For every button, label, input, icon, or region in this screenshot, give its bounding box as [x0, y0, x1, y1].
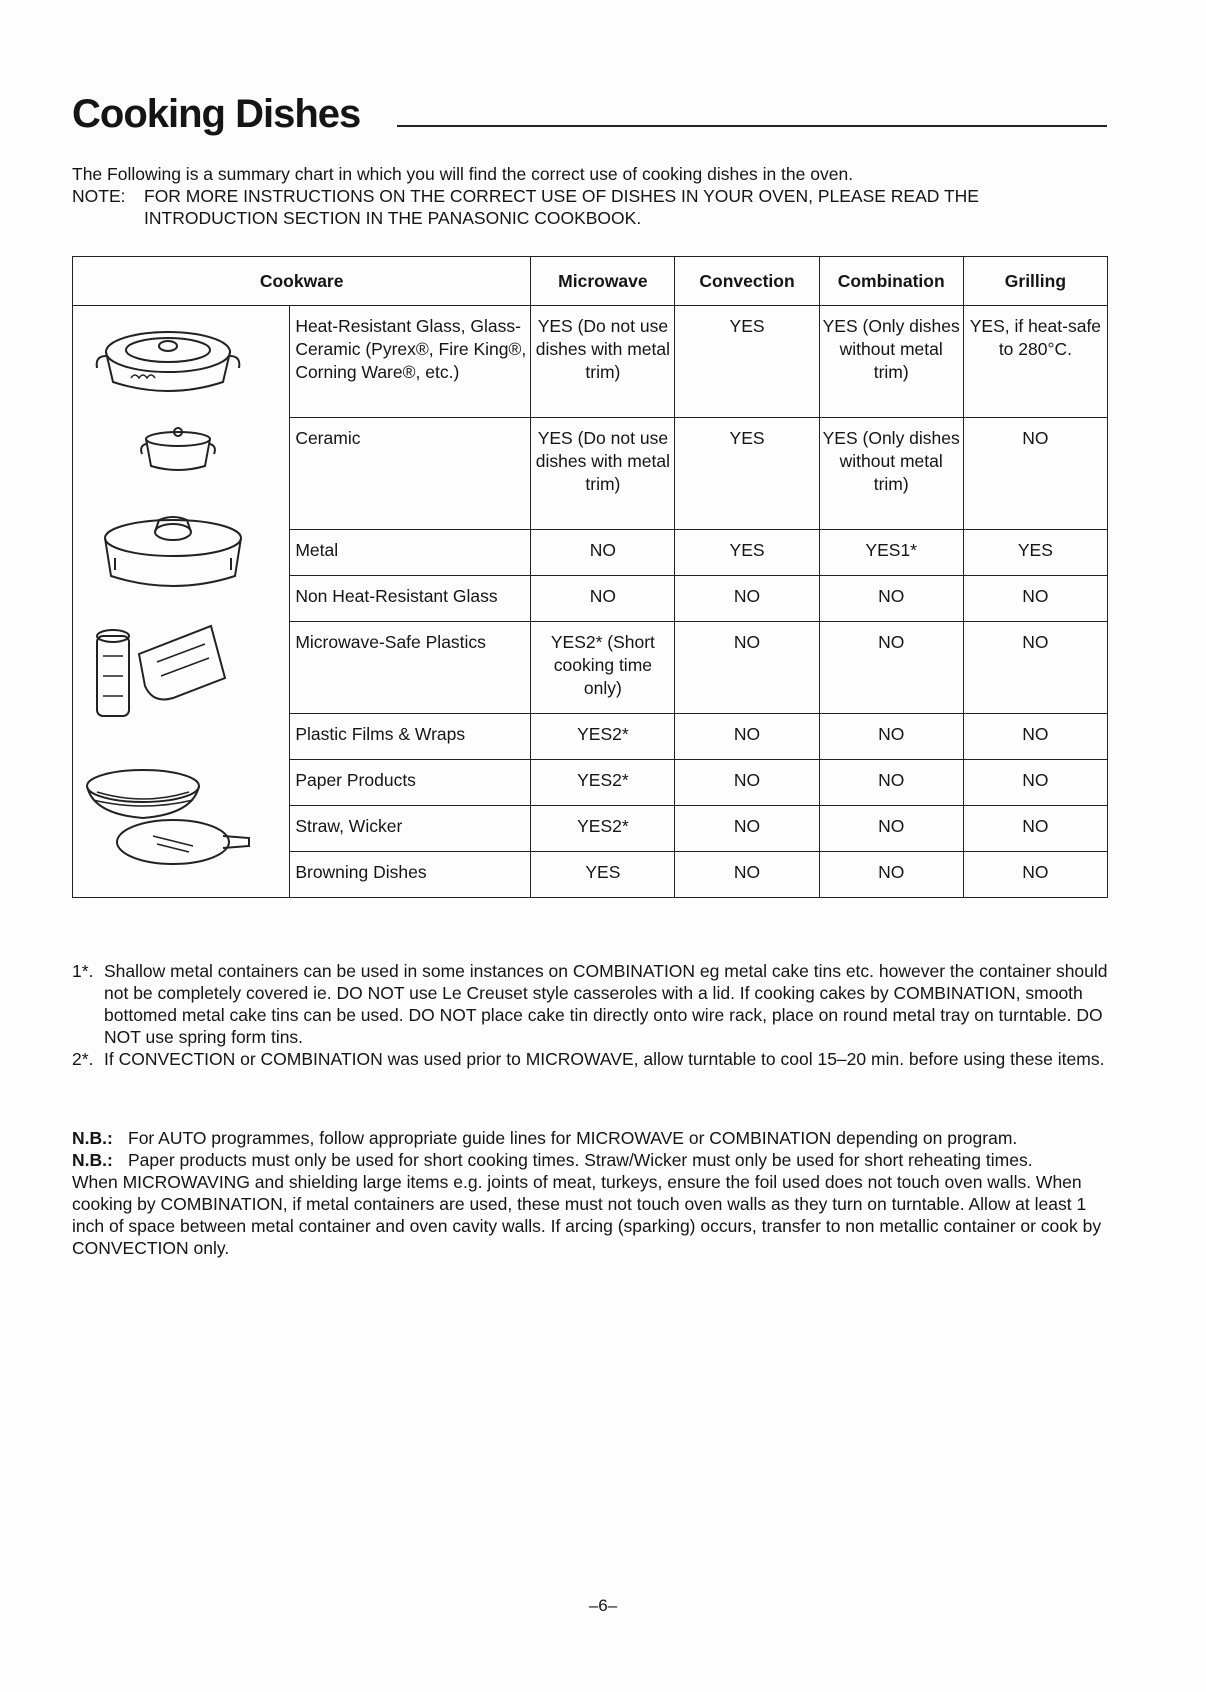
- header-microwave: Microwave: [531, 257, 675, 306]
- combination-cell: YES (Only dishes without metal trim): [819, 306, 963, 418]
- convection-cell: YES: [675, 306, 819, 418]
- cookware-name: Straw, Wicker: [290, 806, 531, 852]
- microwave-cell: YES2*: [531, 714, 675, 760]
- convection-cell: YES: [675, 530, 819, 576]
- cookware-illustrations: [73, 306, 290, 898]
- grilling-cell: NO: [963, 714, 1107, 760]
- cookware-name: Metal: [290, 530, 531, 576]
- convection-cell: NO: [675, 714, 819, 760]
- cookware-name: Non Heat-Resistant Glass: [290, 576, 531, 622]
- header-convection: Convection: [675, 257, 819, 306]
- footnote-mark: 2*.: [72, 1049, 94, 1069]
- combination-cell: NO: [819, 576, 963, 622]
- convection-cell: NO: [675, 852, 819, 898]
- grilling-cell: NO: [963, 622, 1107, 714]
- microwave-cell: YES (Do not use dishes with metal trim): [531, 306, 675, 418]
- convection-cell: NO: [675, 622, 819, 714]
- cookware-name: Heat-Resistant Glass, Glass-Ceramic (Pyrex®, Fire King®, Corning Ware®, etc.): [290, 306, 531, 418]
- cookware-illustrations-drawing: [73, 306, 275, 889]
- microwave-cell: YES2* (Short cooking time only): [531, 622, 675, 714]
- cookware-chart: [72, 256, 1108, 898]
- intro-note: [72, 185, 1112, 229]
- microwave-cell: NO: [531, 576, 675, 622]
- cookware-name: Browning Dishes: [290, 852, 531, 898]
- nb-note-2: [72, 1149, 1112, 1171]
- title-row: [72, 92, 1112, 142]
- note-text: FOR MORE INSTRUCTIONS ON THE CORRECT USE OF DISHES IN YOUR OVEN, PLEASE READ THE INTRODUCTION SECTION IN THE PANASONIC COOKBOOK.: [144, 186, 979, 228]
- nb-notes: [72, 1127, 1112, 1259]
- combination-cell: NO: [819, 622, 963, 714]
- grilling-cell: YES, if heat-safe to 280°C.: [963, 306, 1107, 418]
- combination-cell: YES (Only dishes without metal trim): [819, 418, 963, 530]
- table-row: [73, 306, 1108, 418]
- ring-mold-icon: [105, 517, 241, 586]
- combination-cell: NO: [819, 714, 963, 760]
- cookware-name: Ceramic: [290, 418, 531, 530]
- combination-cell: NO: [819, 852, 963, 898]
- title-rule: [397, 125, 1107, 127]
- cookware-name: Paper Products: [290, 760, 531, 806]
- microwave-cell: YES2*: [531, 806, 675, 852]
- ceramic-pot-icon: [141, 428, 215, 470]
- footnote-2: [72, 1048, 1112, 1070]
- footnote-text: If CONVECTION or COMBINATION was used prior to MICROWAVE, allow turntable to cool 15–20 min. before using these items.: [104, 1049, 1105, 1069]
- plastic-roll-icon: [97, 626, 225, 716]
- grilling-cell: YES: [963, 530, 1107, 576]
- cookware-name: Plastic Films & Wraps: [290, 714, 531, 760]
- convection-cell: YES: [675, 418, 819, 530]
- footnote-1: [72, 960, 1112, 1048]
- grilling-cell: NO: [963, 806, 1107, 852]
- nb-note-1: [72, 1127, 1112, 1149]
- combination-cell: NO: [819, 760, 963, 806]
- nb-text: Paper products must only be used for short cooking times. Straw/Wicker must only be used for short reheating times.: [128, 1150, 1033, 1170]
- header-combination: Combination: [819, 257, 963, 306]
- header-row: [73, 257, 1108, 306]
- convection-cell: NO: [675, 806, 819, 852]
- nb-label: N.B.:: [72, 1128, 113, 1148]
- footnote-text: Shallow metal containers can be used in some instances on COMBINATION eg metal cake tins etc. however the container should not be completely covered ie. DO NOT use Le Creuset style casseroles with a lid. If cooking cakes by COMBINATION, smooth bottomed metal cake tins can be used. DO NOT place cake tin directly onto wire rack, place on round metal tray on turntable. DO NOT use spring form tins.: [104, 961, 1108, 1047]
- nb-label: N.B.:: [72, 1150, 113, 1170]
- intro-line: The Following is a summary chart in which you will find the correct use of cooking dishes in the oven.: [72, 164, 854, 184]
- nb-text: For AUTO programmes, follow appropriate guide lines for MICROWAVE or COMBINATION depending on program.: [128, 1128, 1018, 1148]
- microwave-cell: YES2*: [531, 760, 675, 806]
- microwave-cell: YES: [531, 852, 675, 898]
- convection-cell: NO: [675, 576, 819, 622]
- footnote-mark: 1*.: [72, 961, 94, 981]
- footnotes: [72, 960, 1112, 1070]
- note-label: NOTE:: [72, 186, 126, 206]
- grilling-cell: NO: [963, 418, 1107, 530]
- grilling-cell: NO: [963, 576, 1107, 622]
- convection-cell: NO: [675, 760, 819, 806]
- paper-plate-icon: [117, 820, 249, 864]
- grilling-cell: NO: [963, 760, 1107, 806]
- combination-cell: NO: [819, 806, 963, 852]
- combination-cell: YES1*: [819, 530, 963, 576]
- header-cookware: Cookware: [73, 257, 531, 306]
- page-title: Cooking Dishes: [72, 92, 361, 136]
- glass-casserole-icon: [97, 332, 240, 391]
- microwave-cell: YES (Do not use dishes with metal trim): [531, 418, 675, 530]
- grilling-cell: NO: [963, 852, 1107, 898]
- intro: [72, 163, 1112, 229]
- page-number: –6–: [588, 1596, 618, 1615]
- header-grilling: Grilling: [963, 257, 1107, 306]
- microwave-cell: NO: [531, 530, 675, 576]
- cookware-name: Microwave-Safe Plastics: [290, 622, 531, 714]
- wicker-basket-icon: [87, 770, 199, 818]
- closing-paragraph: When MICROWAVING and shielding large items e.g. joints of meat, turkeys, ensure the foil used does not touch oven walls. When cooking by COMBINATION, if metal containers are used, these must not touch oven walls as they turn on turntable. Allow at least 1 inch of space between metal container and oven cavity walls. If arcing (sparking) occurs, transfer to non metallic container or cook by CONVECTION only.: [72, 1172, 1102, 1258]
